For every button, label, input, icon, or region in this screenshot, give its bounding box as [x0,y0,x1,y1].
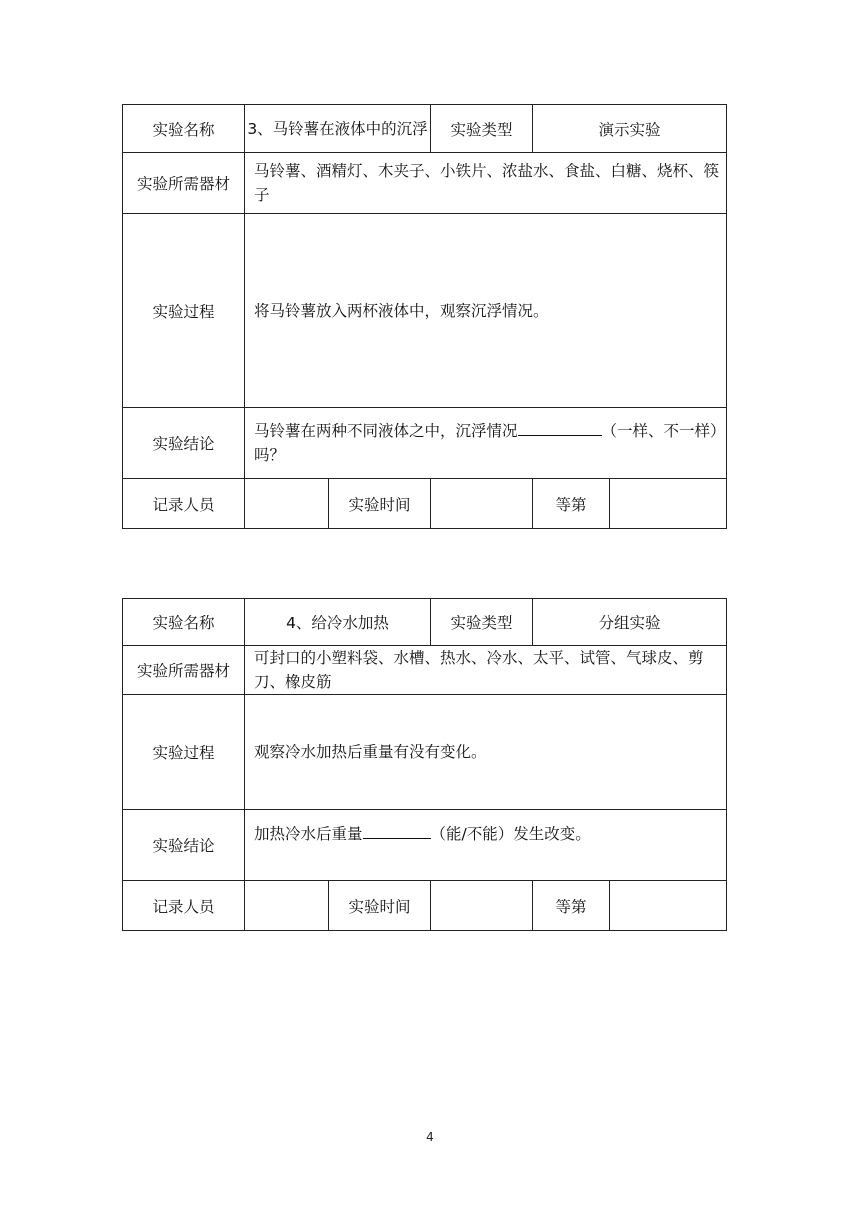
type-label: 实验类型 [431,599,533,646]
recorder-label: 记录人员 [123,881,245,931]
conclusion-label: 实验结论 [123,810,245,881]
grade-value[interactable] [610,479,727,529]
materials-label: 实验所需器材 [123,153,245,214]
conclusion-label: 实验结论 [123,408,245,479]
type-label: 实验类型 [431,105,533,153]
time-value[interactable] [431,881,533,931]
time-label: 实验时间 [329,881,431,931]
recorder-value[interactable] [245,479,329,529]
grade-value[interactable] [610,881,727,931]
conclusion-text-before: 加热冷水后重量 [254,825,363,843]
type-value: 演示实验 [533,105,727,153]
materials-label: 实验所需器材 [123,646,245,695]
type-value: 分组实验 [533,599,727,646]
experiment-record-table-2 [122,598,727,931]
answer-blank[interactable] [518,419,602,436]
materials-value: 马铃薯、酒精灯、木夹子、小铁片、浓盐水、食盐、白糖、烧杯、筷子 [245,153,727,214]
experiment-record-table-1 [122,104,727,529]
grade-label: 等第 [533,479,610,529]
answer-blank[interactable] [363,822,431,839]
conclusion-value [245,810,727,881]
grade-label: 等第 [533,881,610,931]
recorder-label: 记录人员 [123,479,245,529]
process-label: 实验过程 [123,214,245,408]
conclusion-text-before: 马铃薯在两种不同液体之中，沉浮情况 [254,422,518,440]
materials-value: 可封口的小塑料袋、水槽、热水、冷水、太平、试管、气球皮、剪刀、橡皮筋 [245,646,727,695]
name-label: 实验名称 [123,105,245,153]
time-value[interactable] [431,479,533,529]
name-value: 4、给冷水加热 [245,599,431,646]
conclusion-value [245,408,727,479]
conclusion-text-after: （能/不能）发生改变。 [430,825,591,843]
page-number: 4 [426,1130,434,1144]
name-value: 3、马铃薯在液体中的沉浮 [245,105,431,153]
time-label: 实验时间 [329,479,431,529]
conclusion-text-after: （一样、不一样）吗？ [254,422,718,464]
process-value: 观察冷水加热后重量有没有变化。 [245,695,727,810]
recorder-value[interactable] [245,881,329,931]
name-label: 实验名称 [123,599,245,646]
process-label: 实验过程 [123,695,245,810]
process-value: 将马铃薯放入两杯液体中，观察沉浮情况。 [245,214,727,408]
